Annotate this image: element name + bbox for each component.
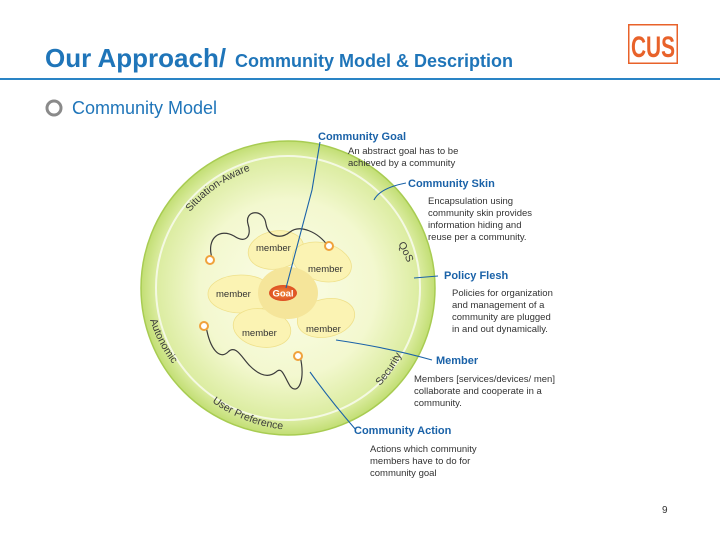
cus-logo-icon <box>628 24 678 64</box>
section-heading-text: Community Model <box>72 97 218 118</box>
callout-community-action-desc: Actions which community members have to do for community goal <box>370 444 477 479</box>
callout-community-skin-title: Community Skin <box>408 178 495 190</box>
callout-member-title: Member <box>436 355 479 367</box>
ring-label-situation-aware: Situation-Aware <box>183 161 252 214</box>
page-title-sub: Community Model & Description <box>234 51 513 71</box>
callout-community-goal-desc: An abstract goal has to be achieved by a community <box>348 146 459 169</box>
callout-community-skin-desc: Encapsulation using community skin provides information hiding and reuse per a community. <box>428 196 533 243</box>
callout-policy-flesh-title: Policy Flesh <box>444 270 509 282</box>
callout-policy-flesh-desc: Policies for organization and management of a community are plugged in and out dynamically. <box>452 288 553 335</box>
member-label-top: member <box>256 243 291 254</box>
ring-bullet-icon <box>45 99 63 117</box>
callout-community-goal-title: Community Goal <box>318 131 407 143</box>
logo-text: CUS <box>631 31 675 64</box>
section-heading <box>45 96 217 120</box>
callout-member-desc: Members [services/devices/ men] collaborate and cooperate in a community. <box>414 374 555 409</box>
ring-label-user-preference: User Preference <box>210 394 284 433</box>
page-number: 9 <box>662 505 668 516</box>
page-title <box>45 38 513 75</box>
goal-label: Goal <box>272 288 294 300</box>
header-divider <box>0 78 720 80</box>
ring-label-qos: QoS <box>395 239 416 265</box>
ring-label-autonomic: Autonomic <box>147 317 180 366</box>
member-label-left: member <box>216 289 251 300</box>
ring-label-security: Security <box>373 350 405 389</box>
member-label-lower-left: member <box>242 328 277 339</box>
cus-logo <box>628 24 678 69</box>
callout-community-action-title: Community Action <box>354 425 452 437</box>
member-label-lower-right: member <box>306 324 341 335</box>
page-title-main: Our Approach/ <box>45 43 227 73</box>
member-label-right: member <box>308 264 343 275</box>
